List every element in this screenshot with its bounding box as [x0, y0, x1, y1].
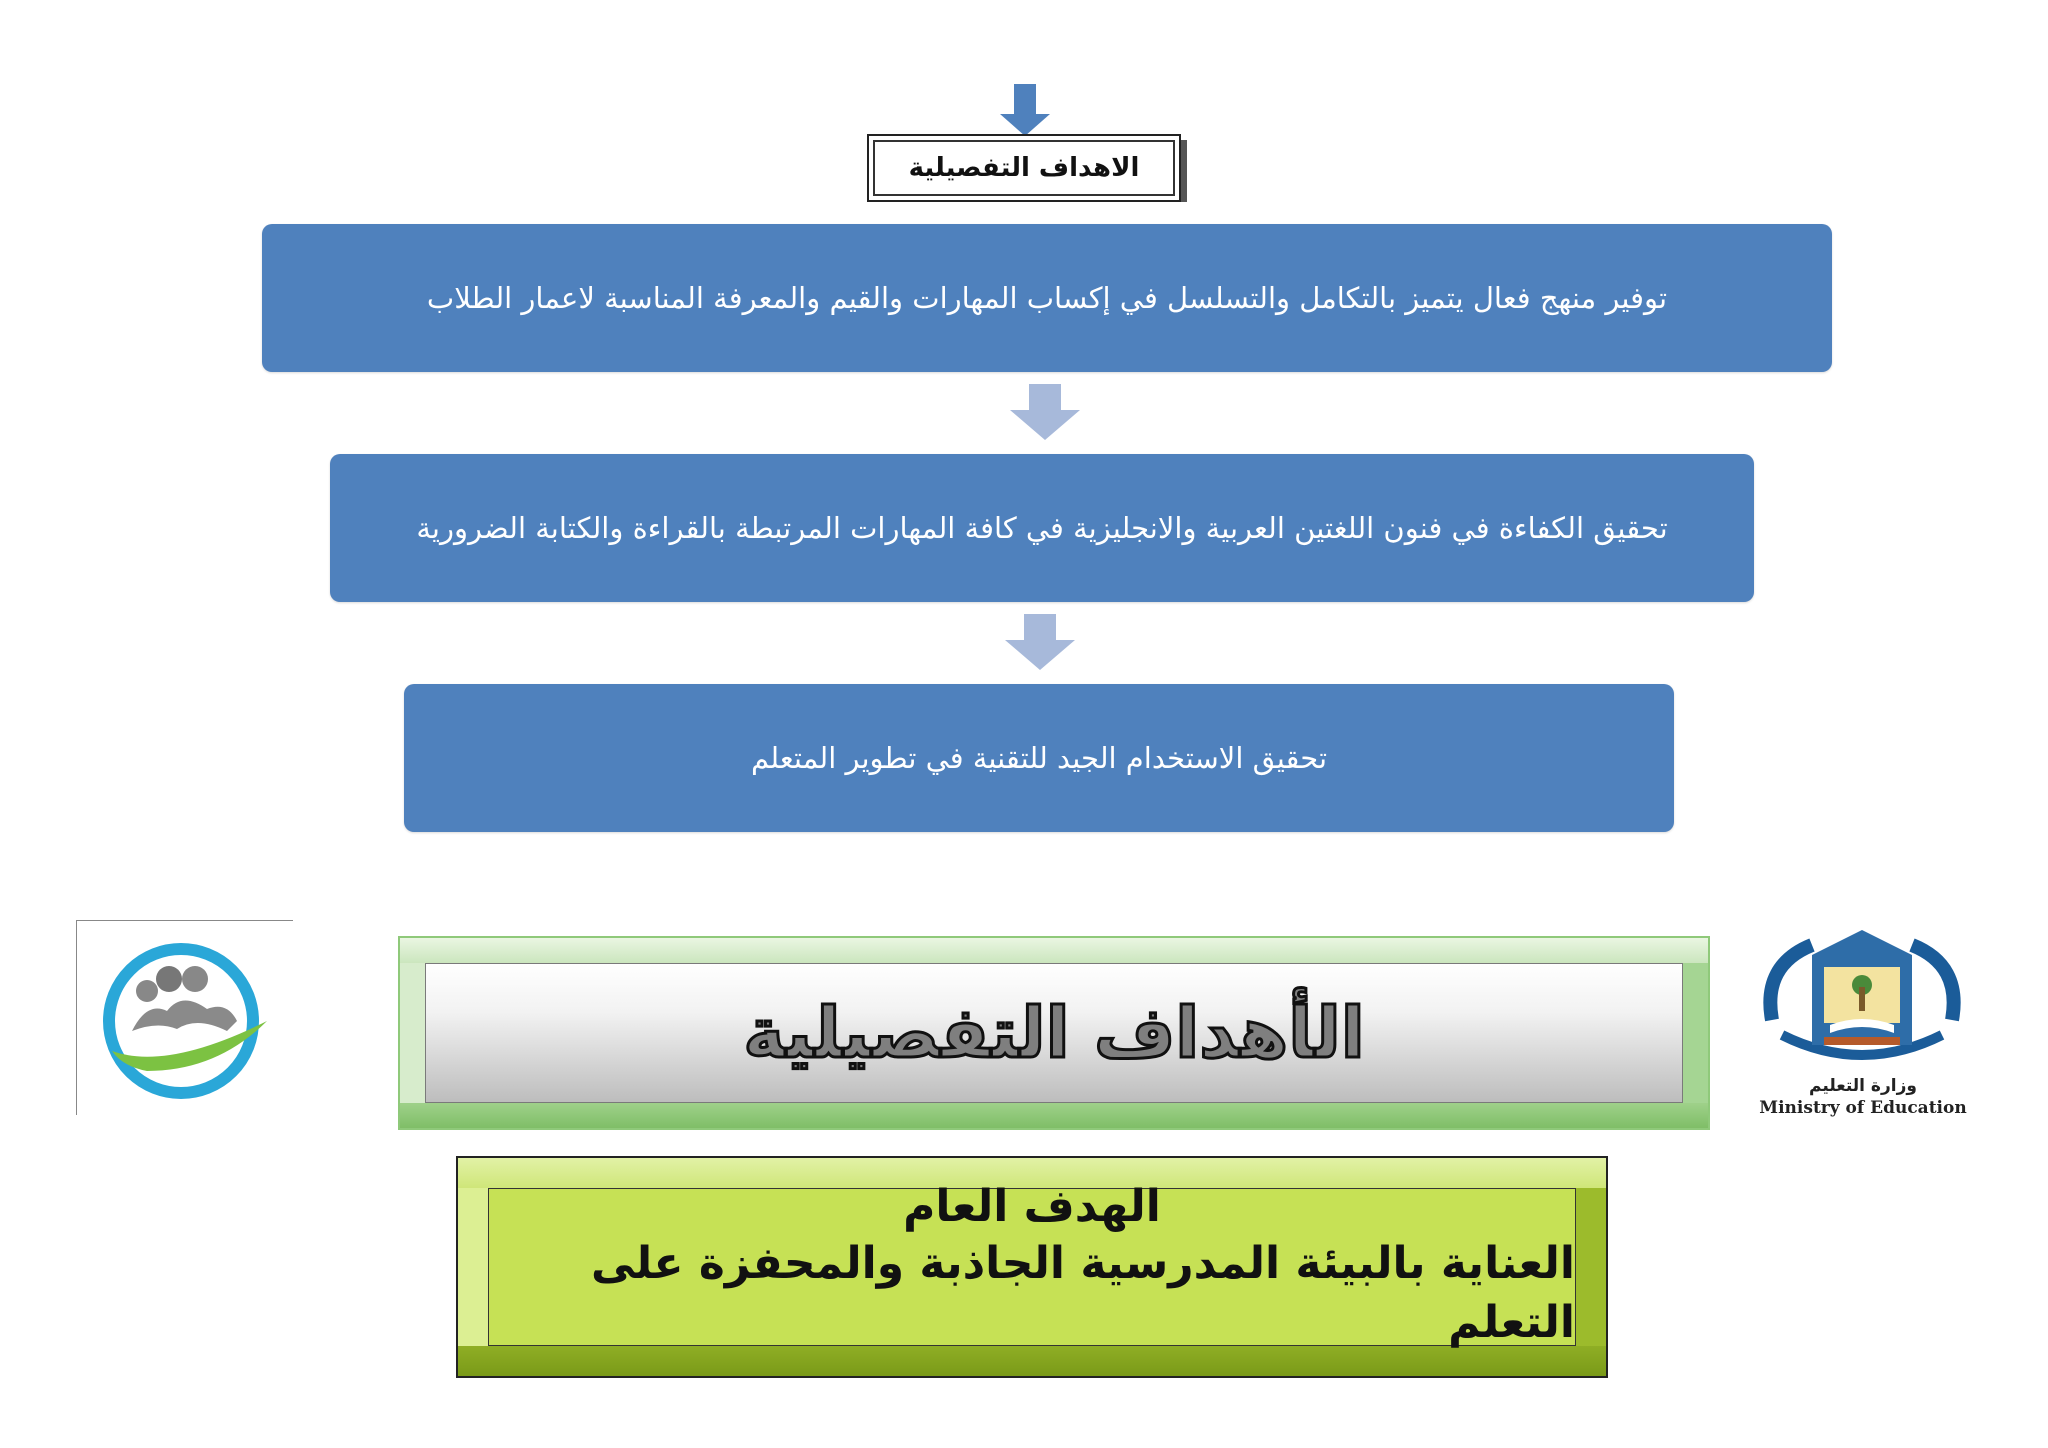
title-banner — [398, 936, 1710, 1130]
left-logo — [76, 920, 293, 1115]
down-arrow-1 — [1010, 384, 1080, 440]
goal-box-3 — [404, 684, 1674, 832]
ministry-emblem-icon — [1752, 925, 1972, 1075]
down-arrow-2 — [1005, 614, 1075, 670]
school-complex-logo-icon — [77, 921, 293, 1115]
general-goal-inner — [488, 1181, 1576, 1349]
arrow-down-icon — [1000, 84, 1050, 136]
goal-box-2 — [330, 454, 1754, 602]
title-banner-inner — [425, 963, 1683, 1103]
goal-text-3: تحقيق الاستخدام الجيد للتقنية في تطوير المتعلم — [750, 741, 1328, 775]
bevel-right — [1683, 963, 1708, 1103]
goal-text-1: توفير منهج فعال يتميز بالتكامل والتسلسل في إكساب المهارات والقيم والمعرفة المناسبة لاعمار الطلاب — [426, 281, 1668, 315]
arrow-down-icon — [1010, 384, 1080, 440]
banner-title: الأهداف التفصيلية — [743, 992, 1365, 1074]
bevel-right — [1576, 1188, 1606, 1346]
bevel-bottom — [400, 1103, 1708, 1128]
bevel-left — [458, 1188, 488, 1346]
ministry-name-en: Ministry of Education — [1759, 1098, 1967, 1118]
ministry-name-ar: وزارة التعليم — [1809, 1076, 1917, 1096]
header-label-box — [867, 134, 1181, 202]
bevel-top — [400, 938, 1708, 963]
goal-box-1 — [262, 224, 1832, 372]
arrow-down-icon — [1005, 614, 1075, 670]
goal-text-2: تحقيق الكفاءة في فنون اللغتين العربية والانجليزية في كافة المهارات المرتبطة بالقراءة والكتابة الضرورية — [416, 511, 1668, 545]
top-down-arrow — [1000, 84, 1050, 136]
bevel-left — [400, 963, 425, 1103]
general-goal-box — [456, 1156, 1608, 1378]
general-goal-heading: الهدف العام — [903, 1181, 1161, 1233]
header-label-text: الاهداف التفصيلية — [908, 153, 1140, 183]
general-goal-text: العناية بالبيئة المدرسية الجاذبة والمحفزة على التعلم — [591, 1238, 1575, 1349]
